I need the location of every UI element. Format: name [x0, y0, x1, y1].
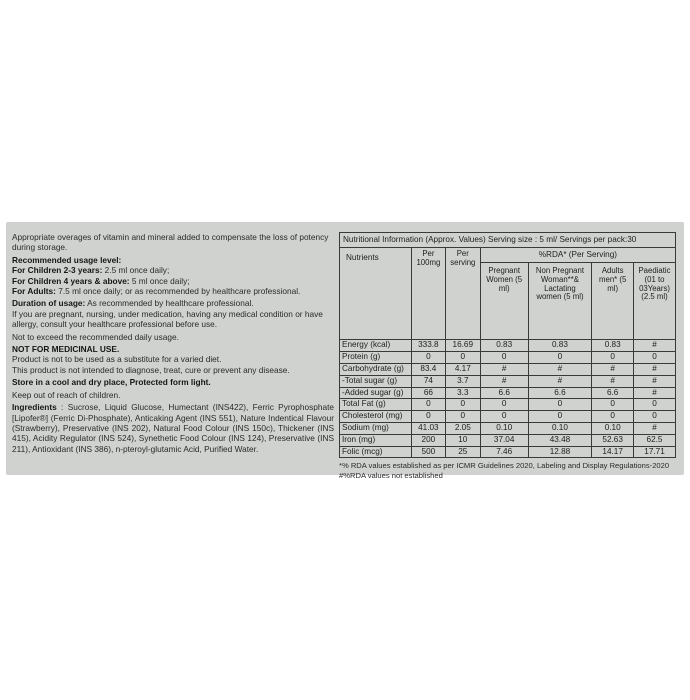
- pregnant-rda-cell: 37.04: [480, 434, 528, 446]
- non-pregnant-rda-cell: 43.48: [528, 434, 592, 446]
- adults-rda-cell: 14.17: [592, 446, 634, 458]
- paediatric-rda-cell: 0: [634, 411, 676, 423]
- table-row: [340, 352, 676, 364]
- per-serving-cell: 0: [445, 399, 480, 411]
- paediatric-rda-cell: 0: [634, 399, 676, 411]
- paediatric-rda-cell: #: [634, 364, 676, 376]
- nutrient-name-cell: Folic (mcg): [340, 446, 412, 458]
- table-row: [340, 411, 676, 423]
- not-medicinal-heading: NOT FOR MEDICINAL USE.: [12, 344, 120, 355]
- table-row: [340, 422, 676, 434]
- non-pregnant-rda-cell: 0: [528, 352, 592, 364]
- per-100-cell: 0: [411, 399, 445, 411]
- nutrient-name-cell: Carbohydrate (g): [340, 364, 412, 376]
- pregnant-rda-cell: 6.6: [480, 387, 528, 399]
- non-pregnant-header: Non Pregnant Woman**& Lactating women (5 ml): [528, 263, 592, 340]
- per-serving-header: Per serving: [445, 248, 480, 340]
- per-serving-cell: 2.05: [445, 422, 480, 434]
- rda-header: %RDA* (Per Serving): [480, 248, 675, 263]
- storage-note: Store in a cool and dry place, Protected form light.: [12, 377, 211, 388]
- per-100-cell: 333.8: [411, 340, 445, 352]
- table-row: [340, 364, 676, 376]
- per-serving-cell: 0: [445, 411, 480, 423]
- ingredients-label: Ingredients: [12, 402, 57, 413]
- nutrition-rows: [340, 340, 676, 458]
- per-100-cell: 0: [411, 352, 445, 364]
- nutrient-name-cell: Cholesterol (mg): [340, 411, 412, 423]
- non-pregnant-rda-cell: 12.88: [528, 446, 592, 458]
- paediatric-header: Paediatic (01 to 03Years) (2.5 ml): [634, 263, 676, 340]
- non-pregnant-rda-cell: 0.10: [528, 422, 592, 434]
- nutrient-name-cell: Total Fat (g): [340, 399, 412, 411]
- pregnant-rda-cell: #: [480, 364, 528, 376]
- not-exceed-note: Not to exceed the recommended daily usage.: [12, 331, 179, 342]
- table-row: [340, 375, 676, 387]
- non-pregnant-rda-cell: 0.83: [528, 340, 592, 352]
- overages-note: Appropriate overages of vitamin and mineral added to compensate the loss of potency during storage.: [12, 232, 329, 253]
- nutrients-header: Nutrients: [340, 248, 412, 340]
- nutrient-name-cell: Iron (mg): [340, 434, 412, 446]
- per-100-header: Per 100mg: [411, 248, 445, 340]
- non-pregnant-rda-cell: 0: [528, 399, 592, 411]
- per-100-cell: 200: [411, 434, 445, 446]
- adults-rda-cell: 0.10: [592, 422, 634, 434]
- adults-rda-cell: 6.6: [592, 387, 634, 399]
- keep-out-note: Keep out of reach of children.: [12, 389, 121, 400]
- nutrient-name-cell: -Total sugar (g): [340, 375, 412, 387]
- adults-rda-cell: 0: [592, 411, 634, 423]
- child-2-3-line: [12, 265, 334, 275]
- non-pregnant-rda-cell: #: [528, 364, 592, 376]
- pregnant-rda-cell: 0: [480, 399, 528, 411]
- adults-rda-cell: 52.63: [592, 434, 634, 446]
- adults-rda-cell: 0: [592, 399, 634, 411]
- adults-rda-cell: 0: [592, 352, 634, 364]
- nutrient-name-cell: Sodium (mg): [340, 422, 412, 434]
- per-100-cell: 74: [411, 375, 445, 387]
- nutrition-panel: [339, 232, 676, 480]
- not-intended-note: This product is not intended to diagnose, treat, cure or prevent any disease.: [12, 364, 290, 375]
- per-serving-cell: 4.17: [445, 364, 480, 376]
- duration-value: As recommended by healthcare professional.: [85, 298, 254, 309]
- adults-label: For Adults:: [12, 286, 56, 297]
- not-substitute-note: Product is not to be used as a substitute for a varied diet.: [12, 354, 222, 365]
- ingredients-line: [12, 402, 334, 454]
- ingredients-value: : Sucrose, Liquid Glucose, Humectant (INS422), Ferric Pyrophosphate [Lipofer®] (Ferric Di-Phosphate), Anticaking Agent (INS 551), Nature Indentical Flavour (Strawberry), Preservative (INS 202), Natural Food Colour (INS 150c), Thickener (INS 415), Acidity Regulator (INS 524), Synethetic Food Colour (INS 124), Preservative (INS 211), Antioxidant (INS 386), n-pteroyl-glutamic Acid, Purified Water.: [12, 402, 334, 454]
- adults-header: Adults men* (5 ml): [592, 263, 634, 340]
- paediatric-rda-cell: #: [634, 422, 676, 434]
- non-pregnant-rda-cell: 6.6: [528, 387, 592, 399]
- nutrient-name-cell: -Added sugar (g): [340, 387, 412, 399]
- duration-line: [12, 298, 334, 308]
- child-2-3-value: 2.5 ml once daily;: [102, 265, 170, 276]
- adults-rda-cell: #: [592, 375, 634, 387]
- per-serving-cell: 16.69: [445, 340, 480, 352]
- child-4-value: 5 ml once daily;: [129, 275, 190, 286]
- paediatric-rda-cell: 62.5: [634, 434, 676, 446]
- per-serving-cell: 0: [445, 352, 480, 364]
- pregnant-rda-cell: 0: [480, 411, 528, 423]
- pregnant-rda-cell: 0: [480, 352, 528, 364]
- non-pregnant-rda-cell: 0: [528, 411, 592, 423]
- paediatric-rda-cell: 0: [634, 352, 676, 364]
- adults-rda-cell: #: [592, 364, 634, 376]
- duration-label: Duration of usage:: [12, 298, 86, 309]
- recommended-usage-heading: Recommended usage level:: [12, 254, 122, 265]
- non-pregnant-rda-cell: #: [528, 375, 592, 387]
- pregnant-rda-cell: 7.46: [480, 446, 528, 458]
- per-100-cell: 41.03: [411, 422, 445, 434]
- paediatric-rda-cell: #: [634, 340, 676, 352]
- table-title: Nutritional Information (Approx. Values) Serving size : 5 ml/ Servings per pack:30: [340, 233, 676, 248]
- child-2-3-label: For Children 2-3 years:: [12, 265, 103, 276]
- per-100-cell: 500: [411, 446, 445, 458]
- nutrient-name-cell: Energy (kcal): [340, 340, 412, 352]
- pregnant-rda-cell: 0.83: [480, 340, 528, 352]
- per-serving-cell: 3.3: [445, 387, 480, 399]
- per-100-cell: 0: [411, 411, 445, 423]
- nutrition-table: [339, 232, 676, 458]
- table-row: [340, 387, 676, 399]
- table-row: [340, 446, 676, 458]
- per-serving-cell: 10: [445, 434, 480, 446]
- per-serving-cell: 3.7: [445, 375, 480, 387]
- usage-info-text: [12, 232, 334, 454]
- adults-value: 7.5 ml once daily; or as recommended by healthcare professional.: [55, 286, 301, 297]
- adults-line: [12, 286, 334, 296]
- pregnant-rda-cell: 0.10: [480, 422, 528, 434]
- child-4-line: [12, 276, 334, 286]
- table-row: [340, 399, 676, 411]
- pregnant-rda-cell: #: [480, 375, 528, 387]
- pregnant-note: If you are pregnant, nursing, under medication, having any medical condition or have allergy, consult your healthcare professional before use.: [12, 308, 323, 330]
- paediatric-rda-cell: #: [634, 375, 676, 387]
- per-100-cell: 66: [411, 387, 445, 399]
- table-row: [340, 434, 676, 446]
- paediatric-rda-cell: 17.71: [634, 446, 676, 458]
- footnote-not-established: #%RDA values not established: [339, 470, 443, 480]
- table-footnotes: [339, 461, 676, 479]
- per-100-cell: 83.4: [411, 364, 445, 376]
- per-serving-cell: 25: [445, 446, 480, 458]
- child-4-label: For Children 4 years & above:: [12, 275, 130, 286]
- adults-rda-cell: 0.83: [592, 340, 634, 352]
- table-row: [340, 340, 676, 352]
- paediatric-rda-cell: #: [634, 387, 676, 399]
- footnote-rda: *% RDA values established as per ICMR Guidelines 2020, Labeling and Display Regulations-2020: [339, 461, 670, 471]
- pregnant-header: Pregnant Women (5 ml): [480, 263, 528, 340]
- nutrient-name-cell: Protein (g): [340, 352, 412, 364]
